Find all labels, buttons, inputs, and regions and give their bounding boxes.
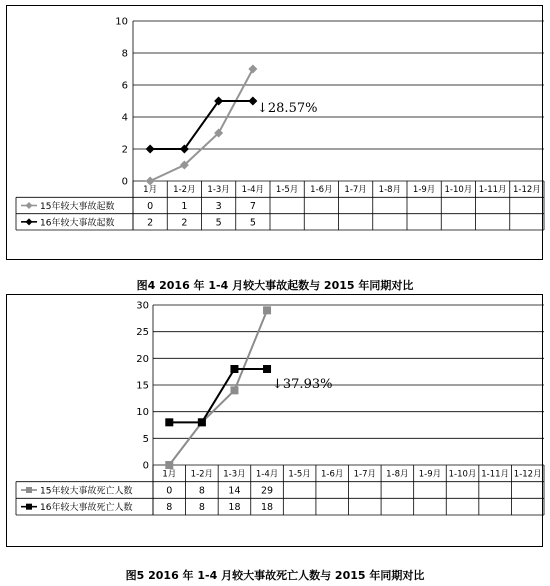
data-point: [146, 145, 155, 154]
data-table-value: 5: [249, 217, 256, 229]
chart-1-frame: [6, 5, 543, 260]
x-tick-label: 1-5月: [288, 469, 311, 480]
data-table-value: 18: [228, 502, 241, 514]
x-tick-label: 1-10月: [444, 185, 473, 196]
legend-key-marker: [26, 218, 33, 225]
x-tick-label: 1-12月: [512, 185, 541, 196]
series-line: [169, 310, 267, 465]
legend-series-name: 16年较大事故起数: [40, 218, 115, 229]
data-point: [263, 365, 271, 373]
x-tick-label: 1-4月: [241, 185, 265, 196]
x-tick-label: 1-6月: [310, 185, 333, 196]
legend-key-marker: [26, 504, 32, 510]
y-tick-label: 25: [136, 327, 149, 339]
chart-2-caption: 图5 2016 年 1-4 月较大事故死亡人数与 2015 年同期对比: [125, 569, 425, 582]
data-table-value: 5: [215, 217, 222, 229]
data-table-value: 2: [147, 217, 154, 229]
chart-1: [7, 6, 544, 261]
data-table-value: 1: [181, 201, 188, 212]
x-tick-label: 1-2月: [173, 185, 196, 196]
data-table-value: 18: [260, 502, 274, 514]
data-table-value: 8: [166, 502, 173, 514]
change-annotation: ↓28.57%: [257, 101, 318, 116]
x-tick-label: 1-10月: [448, 469, 477, 480]
data-table-value: 0: [166, 485, 173, 497]
data-table-value: 8: [198, 502, 205, 514]
x-tick-label: 1-11月: [478, 185, 507, 196]
series-line: [169, 369, 267, 422]
series-line: [150, 101, 253, 149]
legend-series-name: 15年较大事故死亡人数: [40, 486, 133, 497]
data-point: [230, 386, 238, 394]
data-table-value: 29: [260, 485, 274, 497]
data-table-value: 7: [249, 201, 256, 212]
y-tick-label: 8: [121, 48, 128, 60]
data-table-value: 3: [215, 201, 222, 212]
data-point: [248, 65, 257, 74]
x-tick-label: 1-2月: [190, 469, 214, 480]
change-annotation: ↓37.93%: [272, 377, 333, 392]
data-point: [198, 418, 206, 426]
y-tick-label: 6: [121, 80, 128, 92]
data-point: [165, 461, 173, 469]
x-tick-label: 1月: [143, 185, 158, 196]
legend-series-name: 16年较大事故死亡人数: [40, 503, 133, 514]
data-table-value: 14: [228, 485, 241, 497]
x-tick-label: 1-8月: [378, 185, 402, 196]
y-tick-label: 15: [136, 380, 149, 392]
y-tick-label: 0: [142, 460, 149, 472]
x-tick-label: 1-7月: [344, 185, 367, 196]
x-tick-label: 1-9月: [418, 469, 442, 480]
y-tick-label: 30: [136, 300, 149, 312]
y-tick-label: 20: [136, 353, 149, 365]
data-point: [165, 418, 173, 426]
x-tick-label: 1-8月: [386, 469, 409, 480]
x-tick-label: 1-4月: [255, 469, 279, 480]
x-tick-label: 1月: [162, 469, 177, 480]
x-tick-label: 1-7月: [353, 469, 376, 480]
data-table-value: 8: [198, 485, 205, 497]
x-tick-label: 1-12月: [513, 469, 542, 480]
x-tick-label: 1-3月: [207, 185, 230, 196]
y-tick-label: 10: [115, 16, 128, 28]
data-table-value: 2: [181, 217, 188, 229]
y-tick-label: 0: [121, 176, 128, 188]
data-point: [230, 365, 238, 373]
y-tick-label: 10: [136, 407, 149, 419]
legend-key-marker: [26, 202, 33, 209]
x-tick-label: 1-11月: [481, 469, 510, 480]
y-tick-label: 4: [121, 112, 128, 124]
x-tick-label: 1-9月: [412, 185, 436, 196]
data-point: [263, 306, 271, 314]
x-tick-label: 1-6月: [321, 469, 344, 480]
legend-key-marker: [26, 487, 32, 493]
chart-2: [7, 295, 544, 548]
y-tick-label: 5: [142, 433, 149, 445]
chart-2-frame: [6, 294, 543, 547]
x-tick-label: 1-5月: [275, 185, 299, 196]
chart-1-caption: 图4 2016 年 1-4 月较大事故起数与 2015 年同期对比: [136, 279, 414, 292]
legend-series-name: 15年较大事故起数: [40, 202, 115, 212]
data-table-value: 0: [147, 201, 154, 212]
x-tick-label: 1-3月: [223, 469, 246, 480]
y-tick-label: 2: [121, 144, 128, 156]
data-point: [146, 177, 155, 186]
